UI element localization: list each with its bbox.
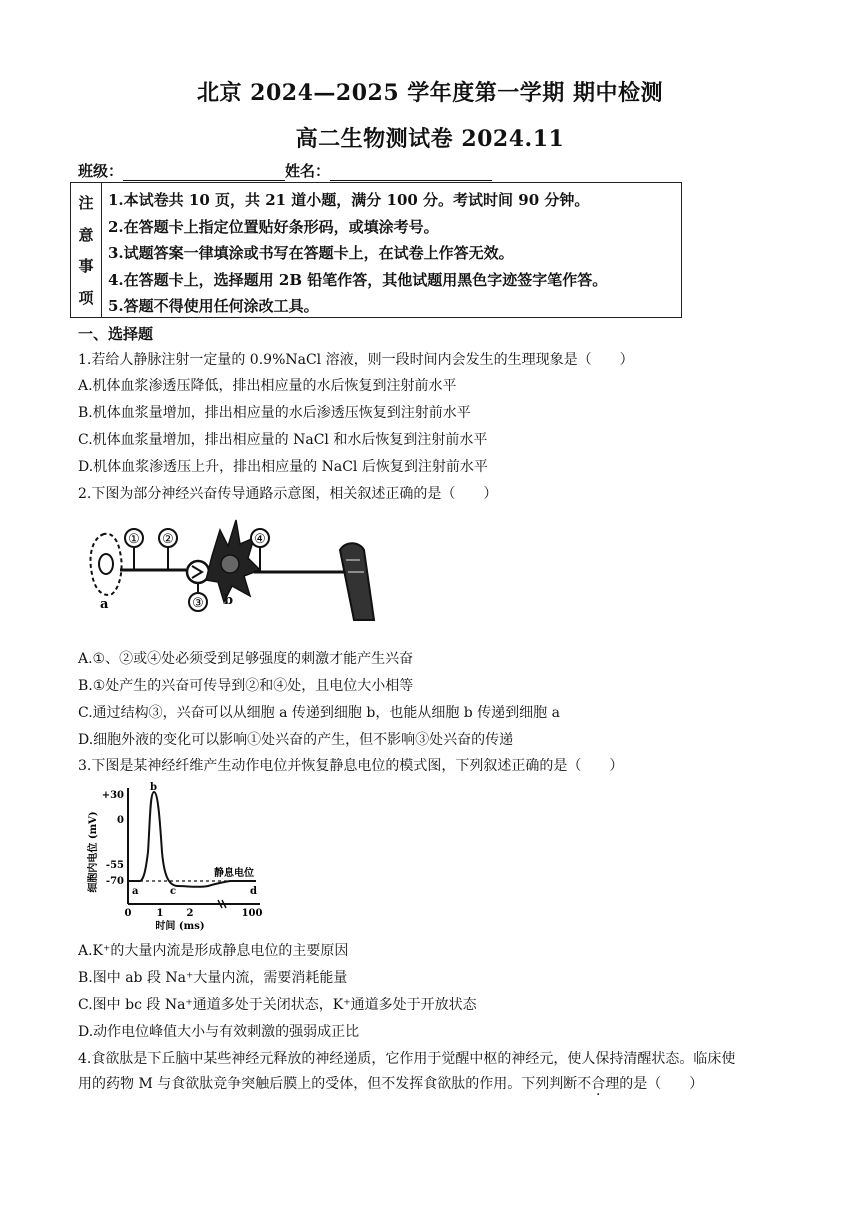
- marker-4-label: ④: [254, 532, 266, 547]
- ap-point-b: b: [150, 782, 157, 793]
- class-label: 班级：: [78, 162, 124, 180]
- marker-2-label: ②: [162, 532, 174, 547]
- ap-point-d: d: [250, 886, 257, 897]
- q3-option-b: B.图中 ab 段 Na⁺大量内流，需要消耗能量: [78, 970, 348, 986]
- notes-label-char: 项: [78, 288, 94, 307]
- note-item: 5.答题不得使用任何涂改工具。: [108, 297, 319, 315]
- note-item: 3.试题答案一律填涂或书写在答题卡上，在试卷上作答无效。: [108, 244, 514, 262]
- note-item: 4.在答题卡上，选择题用 2B 铅笔作答，其他试题用黑色字迹签字笔作答。: [108, 270, 608, 289]
- ap-xtick: 1: [156, 908, 164, 919]
- note-item: 2.在答题卡上指定位置贴好条形码，或填涂考号。: [108, 217, 439, 236]
- q3-option-a: A.K⁺的大量内流是形成静息电位的主要原因: [78, 943, 349, 959]
- ap-ytick: -70: [105, 876, 124, 887]
- cell-b-label: b: [224, 593, 234, 608]
- notes-label: [71, 183, 102, 317]
- cell-a-label: a: [100, 597, 109, 612]
- ap-xtick: 100: [241, 908, 263, 919]
- q2-option-a: A.①、②或④处必须受到足够强度的刺激才能产生兴奋: [78, 651, 414, 667]
- notes-list: [102, 183, 681, 317]
- cell-a-nucleus: [99, 554, 113, 574]
- ap-point-c: c: [170, 886, 177, 897]
- ap-xlabel: 时间 (ms): [155, 921, 205, 932]
- marker-3-label: ③: [192, 596, 204, 611]
- q4-emphasis: 不合理: [577, 1076, 620, 1092]
- q2-option-c: C.通过结构③，兴奋可以从细胞 a 传递到细胞 b，也能从细胞 b 传递到细胞 a: [78, 705, 560, 721]
- effector-muscle: [340, 543, 374, 620]
- q1-option-d: D.机体血浆渗透压上升，排出相应量的 NaCl 后恢复到注射前水平: [78, 459, 488, 475]
- cell-b-nucleus: [221, 555, 239, 573]
- action-potential-figure: [84, 782, 274, 932]
- q2-option-d: D.细胞外液的变化可以影响①处兴奋的产生，但不影响③处兴奋的传递: [78, 732, 514, 748]
- q1-stem: 1.若给人静脉注射一定量的 0.9%NaCl 溶液，则一段时间内会发生的生理现象是（ ）: [78, 352, 634, 368]
- notes-box: [70, 182, 682, 318]
- ap-ylabel: 细胞内电位 (mV): [88, 811, 99, 893]
- q4-line-2-pre: 用的药物 M 与食欲肽竞争突触后膜上的受体，但不发挥食欲肽的作用。下列判断: [78, 1076, 578, 1092]
- q4-line-2-post: 的是（ ）: [619, 1076, 704, 1092]
- neuron-pathway-figure: [84, 516, 384, 624]
- marker-1-label: ①: [128, 532, 140, 547]
- q2-option-b: B.①处产生的兴奋可传导到②和④处，且电位大小相等: [78, 678, 414, 694]
- notes-label-char: 注: [78, 194, 94, 213]
- notes-label-char: 事: [78, 257, 94, 276]
- name-label: 姓名：: [285, 162, 331, 180]
- q3-stem: 3.下图是某神经纤维产生动作电位并恢复静息电位的模式图，下列叙述正确的是（ ）: [78, 758, 624, 774]
- ap-ytick: -55: [105, 860, 124, 871]
- q4-line-1: 4.食欲肽是下丘脑中某些神经元释放的神经递质，它作用于觉醒中枢的神经元，使人保持清醒状态。临床使: [78, 1051, 736, 1067]
- ap-point-a: a: [132, 886, 139, 897]
- ap-ytick: +30: [101, 790, 124, 801]
- section-title: 一、选择题: [78, 325, 154, 343]
- ap-xtick: 2: [186, 908, 194, 919]
- note-item: 1.本试卷共 10 页，共 21 道小题，满分 100 分。考试时间 90 分钟。: [108, 191, 590, 209]
- notes-label-char: 意: [78, 225, 94, 244]
- student-info-row: [78, 160, 492, 181]
- exam-title: 北京 2024—2025 学年度第一学期 期中检测: [197, 80, 663, 106]
- cell-a-outline: [91, 534, 122, 595]
- class-blank: [123, 164, 285, 181]
- q4-line-2: [78, 1075, 703, 1093]
- q3-option-d: D.动作电位峰值大小与有效刺激的强弱成正比: [78, 1024, 360, 1040]
- ap-annotation: 静息电位: [214, 868, 254, 879]
- q1-option-b: B.机体血浆量增加，排出相应量的水后渗透压恢复到注射前水平: [78, 405, 471, 421]
- q3-option-c: C.图中 bc 段 Na⁺通道多处于关闭状态，K⁺通道多处于开放状态: [78, 997, 477, 1013]
- q1-option-c: C.机体血浆量增加，排出相应量的 NaCl 和水后恢复到注射前水平: [78, 432, 488, 448]
- q2-stem: 2.下图为部分神经兴奋传导通路示意图，相关叙述正确的是（ ）: [78, 486, 498, 502]
- name-blank: [330, 164, 492, 181]
- ap-ytick: 0: [117, 815, 124, 826]
- ap-xtick: 0: [124, 908, 132, 919]
- q1-option-a: A.机体血浆渗透压降低，排出相应量的水后恢复到注射前水平: [78, 378, 457, 394]
- exam-subtitle: 高二生物测试卷 2024.11: [295, 126, 565, 152]
